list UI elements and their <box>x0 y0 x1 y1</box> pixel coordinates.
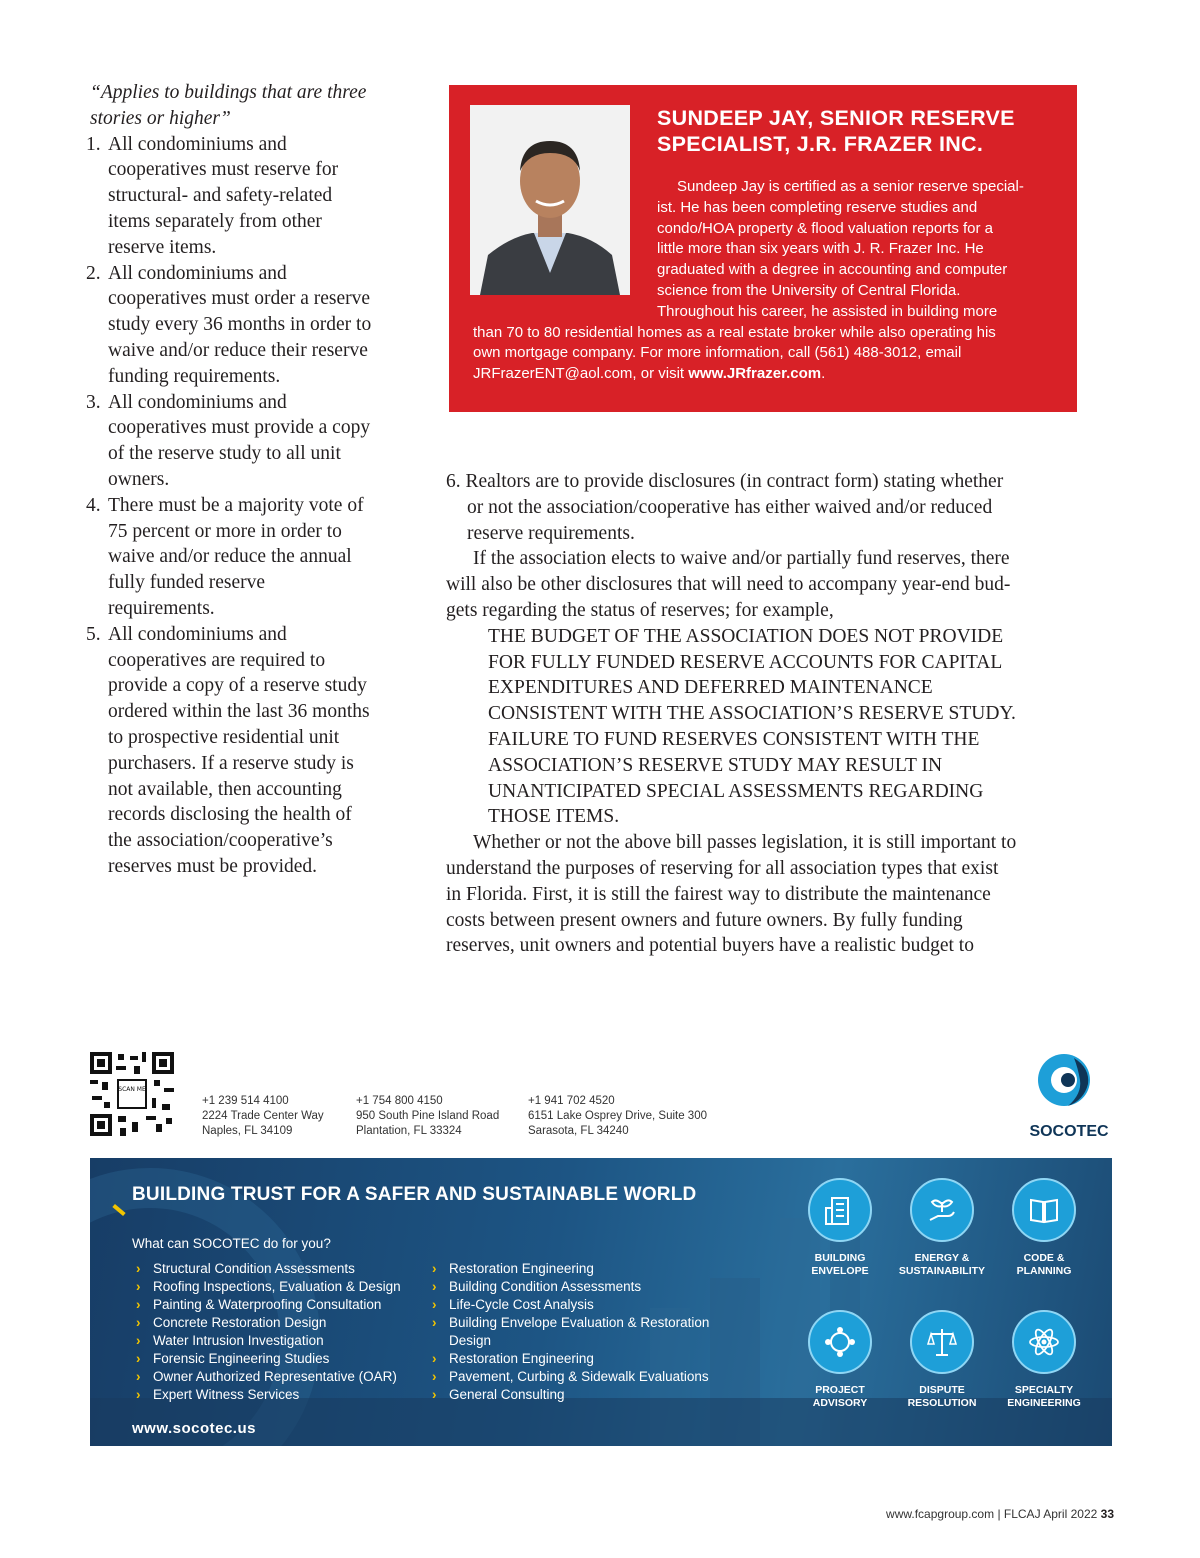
tile-dispute-resolution <box>892 1310 992 1409</box>
bio-text <box>473 177 1063 385</box>
tile-label-line: ENGINEERING <box>1007 1396 1081 1409</box>
list-item <box>86 261 376 390</box>
tile-label-line: PROJECT <box>815 1384 865 1396</box>
tile-specialty-engineering <box>994 1310 1094 1409</box>
list-item <box>86 622 376 880</box>
service-item <box>428 1314 728 1350</box>
office-phone: +1 239 514 4100 <box>202 1095 289 1107</box>
service-label: Building Envelope Evaluation & Restoration Design <box>449 1315 710 1348</box>
body-line: costs between present owners and future owners. By fully funding <box>446 909 963 931</box>
service-item <box>428 1296 728 1314</box>
service-label: Forensic Engineering Studies <box>153 1351 330 1366</box>
body-line: will also be other disclosures that will need to accompany year-end bud- <box>446 574 1011 596</box>
bio-line: than 70 to 80 residential homes as a real estate broker while also operating his <box>473 323 996 341</box>
chevron-right-icon: › <box>432 1369 437 1384</box>
disclosure-quote <box>446 624 1086 830</box>
body-line: reserve requirements. <box>467 522 635 544</box>
office-city: Plantation, FL 33324 <box>356 1125 462 1137</box>
body-line: Whether or not the above bill passes legislation, it is still important to <box>473 832 1017 854</box>
list-item <box>86 132 376 261</box>
quote-line: CONSISTENT WITH THE ASSOCIATION’S RESERVE STUDY. <box>488 703 1016 725</box>
service-label: Life-Cycle Cost Analysis <box>449 1297 594 1312</box>
office-city: Sarasota, FL 34240 <box>528 1125 629 1137</box>
office-street: 6151 Lake Osprey Drive, Suite 300 <box>528 1110 707 1122</box>
list-text: All condominiums and cooperatives must order a reserve study every 36 months in order to waive and/or reduce their reserve funding requirements. <box>108 262 372 387</box>
service-item <box>428 1368 728 1386</box>
chevron-right-icon: › <box>432 1315 437 1330</box>
page-footer <box>886 1507 1114 1521</box>
book-icon <box>1012 1178 1076 1242</box>
tile-label <box>994 1384 1094 1409</box>
bio-line: Sundeep Jay is certified as a senior reserve special- <box>677 178 1024 195</box>
socotec-wordmark: SOCOTEC <box>1029 1123 1109 1140</box>
service-item <box>428 1260 728 1278</box>
bio-line: own mortgage company. For more information, call (561) 488-3012, email <box>473 344 962 362</box>
office-phone: +1 941 702 4520 <box>528 1095 615 1107</box>
service-item <box>428 1386 728 1404</box>
list-text: All condominiums and cooperatives are required to provide a copy of a reserve study ordered within the last 36 months to prospective residential unit purchasers. If a reserve study is not available, then accounting records disclosing the health of the association/cooperative’s reserves must be provided. <box>108 623 370 877</box>
service-label: Building Condition Assessments <box>449 1279 642 1294</box>
chevron-right-icon: › <box>136 1369 141 1384</box>
service-label: Roofing Inspections, Evaluation & Design <box>153 1279 401 1294</box>
service-label: Structural Condition Assessments <box>153 1261 355 1276</box>
tile-label-line: SPECIALTY <box>1014 1384 1074 1396</box>
service-label: Owner Authorized Representative (OAR) <box>153 1369 397 1384</box>
office-street: 950 South Pine Island Road <box>356 1110 500 1122</box>
bio-line: little more than six years with J. R. Frazer Inc. He <box>657 240 984 258</box>
service-label: Expert Witness Services <box>153 1387 300 1402</box>
footer-site[interactable]: www.fcapgroup.com <box>886 1507 995 1521</box>
page-number: 33 <box>1100 1507 1114 1521</box>
list-item <box>86 493 376 622</box>
banner-title: BUILDING TRUST FOR A SAFER AND SUSTAINABLE WORLD <box>132 1184 697 1205</box>
service-label: Painting & Waterproofing Consultation <box>153 1297 382 1312</box>
footer-issue: April 2022 <box>1043 1507 1098 1521</box>
quote-line: EXPENDITURES AND DEFERRED MAINTENANCE <box>488 677 933 699</box>
item-six <box>446 469 1086 546</box>
list-text: There must be a majority vote of 75 percent or more in order to waive and/or reduce the annual fully funded reserve requirements. <box>108 494 364 619</box>
body-line: If the association elects to waive and/or partially fund reserves, there <box>473 548 1010 570</box>
qr-code[interactable] <box>90 1052 174 1136</box>
paragraph <box>446 546 1086 623</box>
quote-line: FAILURE TO FUND RESERVES CONSISTENT WITH THE <box>488 728 980 750</box>
quote-line: UNANTICIPATED SPECIAL ASSESSMENTS REGARDING <box>488 780 984 802</box>
tile-label-line: ENVELOPE <box>811 1264 869 1277</box>
chevron-right-icon: › <box>136 1315 141 1330</box>
bio-heading-line: SUNDEEP JAY, SENIOR RESERVE <box>657 106 1015 130</box>
office-naples <box>202 1094 324 1139</box>
list-text: All condominiums and cooperatives must provide a copy of the reserve study to all unit owners. <box>108 391 371 490</box>
quote-line: FOR FULLY FUNDED RESERVE ACCOUNTS FOR CAPITAL <box>488 651 1003 673</box>
tile-label-line: BUILDING <box>814 1252 866 1264</box>
service-label: Concrete Restoration Design <box>153 1315 327 1330</box>
office-phone: +1 754 800 4150 <box>356 1095 443 1107</box>
tile-label-line: ADVISORY <box>812 1396 868 1409</box>
list-number: 1. <box>86 133 101 155</box>
bio-line: science from the University of Central Florida. <box>657 281 961 299</box>
service-item <box>428 1350 728 1368</box>
chevron-right-icon: › <box>432 1297 437 1312</box>
footer-divider: | <box>997 1507 1004 1521</box>
service-item <box>132 1296 432 1314</box>
chevron-right-icon: › <box>136 1387 141 1402</box>
tile-energy-sustainability <box>892 1178 992 1277</box>
tile-label <box>892 1252 992 1277</box>
list-number: 4. <box>86 494 101 516</box>
service-item <box>132 1314 432 1332</box>
chevron-right-icon: › <box>432 1351 437 1366</box>
team-icon <box>808 1310 872 1374</box>
body-line: gets regarding the status of reserves; for example, <box>446 599 834 621</box>
bio-heading-line: SPECIALIST, J.R. FRAZER INC. <box>657 132 984 156</box>
bio-heading <box>657 105 1057 157</box>
atom-icon <box>1012 1310 1076 1374</box>
quote-line: THOSE ITEMS. <box>488 806 620 828</box>
paragraph <box>446 830 1086 959</box>
scales-icon <box>910 1310 974 1374</box>
chevron-right-icon: › <box>432 1261 437 1276</box>
service-item <box>132 1368 432 1386</box>
service-label: Water Intrusion Investigation <box>153 1333 324 1348</box>
service-label: Restoration Engineering <box>449 1351 594 1366</box>
service-label: General Consulting <box>449 1387 565 1402</box>
chevron-right-icon: › <box>136 1279 141 1294</box>
services-list-right <box>428 1260 728 1404</box>
service-item <box>132 1332 432 1350</box>
office-street: 2224 Trade Center Way <box>202 1110 324 1122</box>
chevron-right-icon: › <box>432 1279 437 1294</box>
service-label: Restoration Engineering <box>449 1261 594 1276</box>
tile-code-planning <box>994 1178 1094 1277</box>
author-bio-box <box>449 85 1077 412</box>
office-plantation <box>356 1094 499 1139</box>
quote-line: THE BUDGET OF THE ASSOCIATION DOES NOT PROVIDE <box>488 625 1004 647</box>
tile-label-line: ENERGY & <box>914 1252 970 1264</box>
tile-label-line: CODE & <box>1023 1252 1065 1264</box>
ad-banner <box>90 1158 1112 1446</box>
tile-label <box>790 1252 890 1277</box>
service-label: Pavement, Curbing & Sidewalk Evaluations <box>449 1369 709 1384</box>
bio-line: condo/HOA property & flood valuation reports for a <box>657 219 994 237</box>
bio-email-text: JRFrazerENT@aol.com, or visit <box>473 365 689 383</box>
requirements-list <box>86 132 376 880</box>
plant-hand-icon <box>910 1178 974 1242</box>
list-number: 2. <box>86 262 101 284</box>
quote-line: ASSOCIATION’S RESERVE STUDY MAY RESULT IN <box>488 754 943 776</box>
list-number: 3. <box>86 391 101 413</box>
body-line: or not the association/cooperative has either waived and/or reduced <box>467 496 993 518</box>
office-city: Naples, FL 34109 <box>202 1125 293 1137</box>
qr-scan-label: SCAN ME <box>118 1086 146 1093</box>
right-column <box>446 469 1086 959</box>
tile-label-line: PLANNING <box>1016 1264 1072 1277</box>
chevron-right-icon: › <box>136 1351 141 1366</box>
socotec-website-link[interactable]: www.socotec.us <box>132 1420 256 1437</box>
service-item <box>132 1260 432 1278</box>
tile-label-line: DISPUTE <box>919 1384 965 1396</box>
building-icon <box>808 1178 872 1242</box>
banner-subtitle: What can SOCOTEC do for you? <box>132 1236 331 1251</box>
office-sarasota <box>528 1094 707 1139</box>
body-line: in Florida. First, it is still the fairest way to distribute the maintenance <box>446 883 991 905</box>
body-line: reserves, unit owners and potential buyers have a realistic budget to <box>446 935 974 957</box>
tile-label-line: SUSTAINABILITY <box>898 1264 986 1277</box>
bio-website-link[interactable]: www.JRfrazer.com <box>688 365 822 383</box>
socotec-logo <box>1024 1050 1114 1140</box>
body-line: understand the purposes of reserving for all association types that exist <box>446 857 999 879</box>
left-intro-quote: “Applies to buildings that are three stories or higher” <box>90 82 367 129</box>
bio-line <box>473 364 1063 385</box>
services-list-left <box>132 1260 432 1404</box>
bio-line: Throughout his career, he assisted in building more <box>657 302 998 320</box>
socotec-ad <box>90 1050 1112 1446</box>
chevron-right-icon: › <box>136 1333 141 1348</box>
tile-project-advisory <box>790 1310 890 1409</box>
bio-period: . <box>821 365 826 383</box>
tile-label-line: RESOLUTION <box>907 1396 977 1409</box>
body-line: 6. Realtors are to provide disclosures (in contract form) stating whether <box>446 471 1004 492</box>
chevron-right-icon: › <box>136 1297 141 1312</box>
list-item <box>86 390 376 493</box>
bio-line: graduated with a degree in accounting and computer <box>657 261 1008 279</box>
tile-label <box>892 1384 992 1409</box>
tile-label <box>790 1384 890 1409</box>
footer-journal: FLCAJ <box>1003 1507 1041 1521</box>
bio-line: ist. He has been completing reserve studies and <box>657 198 978 216</box>
tile-label <box>994 1252 1094 1277</box>
tile-building-envelope <box>790 1178 890 1277</box>
list-text: All condominiums and cooperatives must reserve for structural- and safety-related items separately from other reserve items. <box>108 133 339 258</box>
list-number: 5. <box>86 623 101 645</box>
chevron-right-icon: › <box>432 1387 437 1402</box>
service-item <box>132 1386 432 1404</box>
service-item <box>132 1278 432 1296</box>
chevron-right-icon: › <box>136 1261 141 1276</box>
left-column <box>86 80 376 880</box>
service-item <box>428 1278 728 1296</box>
service-item <box>132 1350 432 1368</box>
